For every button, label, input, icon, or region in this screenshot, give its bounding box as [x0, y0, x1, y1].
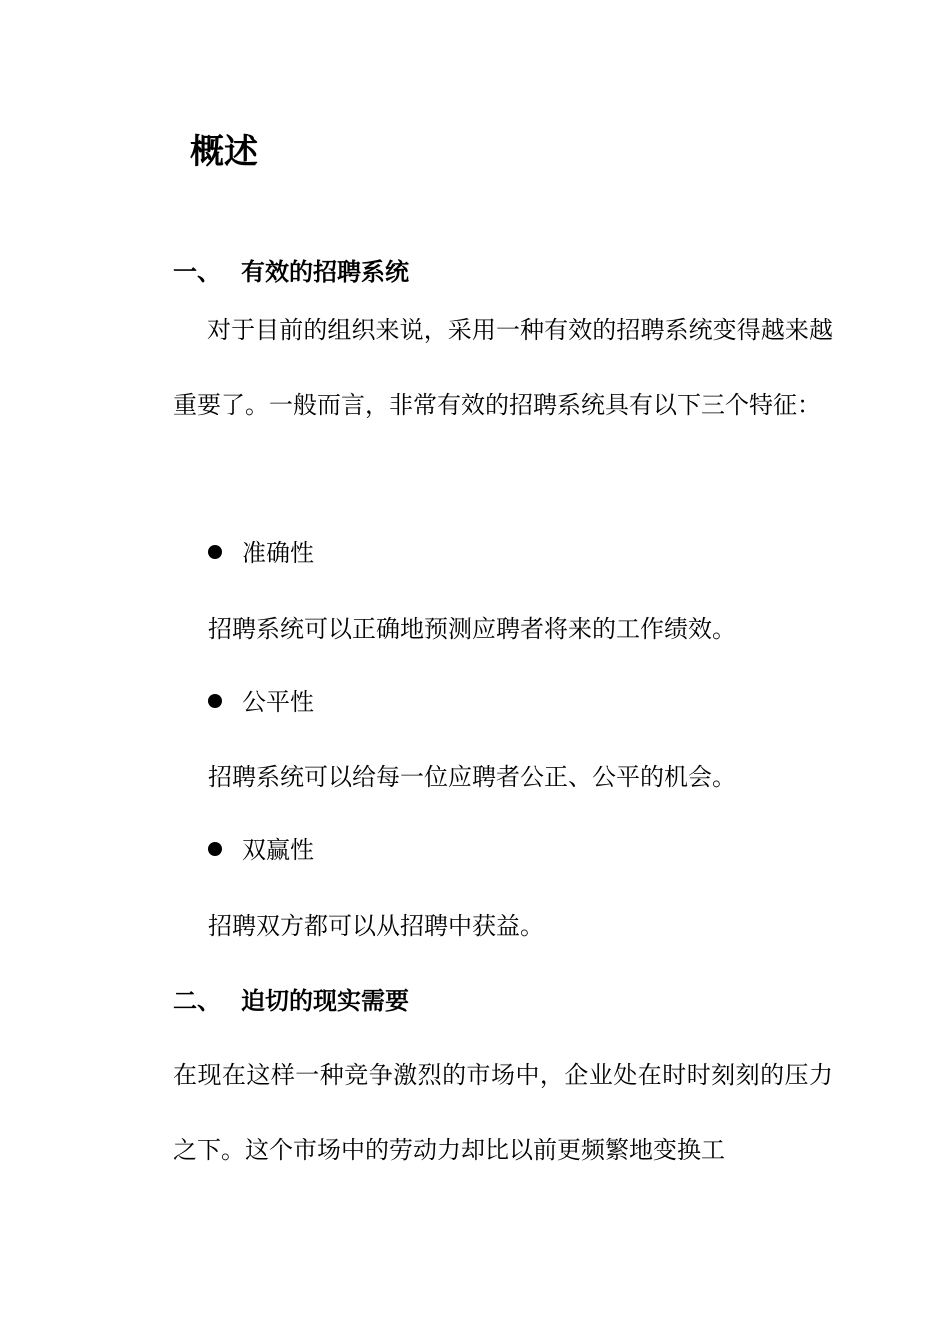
feature-item: [208, 537, 314, 569]
feature-item: [208, 686, 314, 718]
bullet-icon: [208, 842, 222, 856]
feature-description: 招聘双方都可以从招聘中获益。: [208, 912, 544, 940]
section-heading-2: [173, 985, 409, 1017]
feature-label: 公平性: [242, 688, 314, 716]
section-2-paragraph: 在现在这样一种竞争激烈的市场中，企业处在时时刻刻的压力之下。这个市场中的劳动力却比以前更频繁地变换工: [173, 1061, 833, 1164]
page-title: 概述: [190, 132, 258, 172]
feature-description: 招聘系统可以正确地预测应聘者将来的工作绩效。: [208, 615, 736, 643]
bullet-icon: [208, 545, 222, 559]
section-number: 二、: [173, 987, 221, 1015]
feature-item: [208, 834, 314, 866]
feature-label: 准确性: [242, 539, 314, 567]
section-1-paragraph: 对于目前的组织来说，采用一种有效的招聘系统变得越来越重要了。一般而言，非常有效的招聘系统具有以下三个特征：: [173, 316, 833, 419]
bullet-icon: [208, 694, 222, 708]
section-heading-text: 迫切的现实需要: [241, 987, 409, 1015]
section-heading-1: [173, 256, 409, 288]
feature-description: 招聘系统可以给每一位应聘者公正、公平的机会。: [208, 763, 736, 791]
feature-label: 双赢性: [242, 836, 314, 864]
section-heading-text: 有效的招聘系统: [241, 258, 409, 286]
section-number: 一、: [173, 258, 221, 286]
